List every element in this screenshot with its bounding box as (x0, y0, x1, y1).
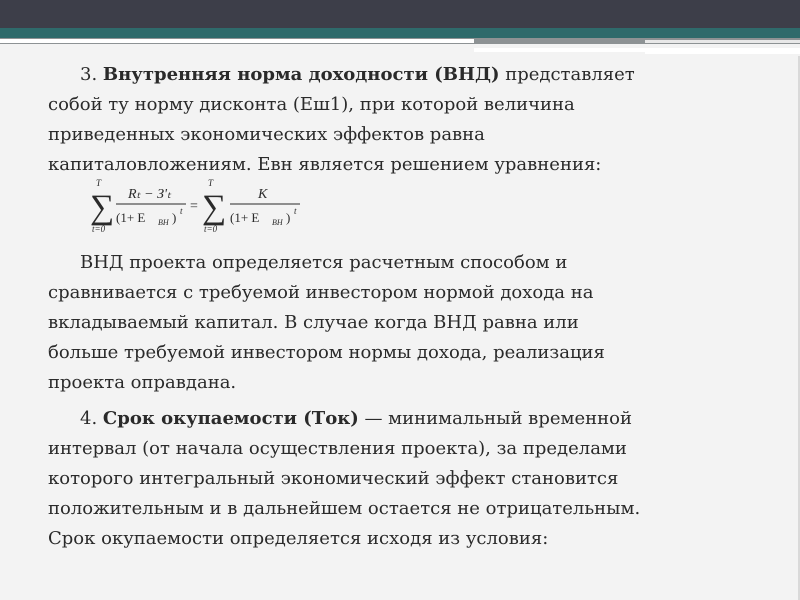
denominator-paren-right: ) (286, 210, 291, 225)
sum-lower-limit-right: t=0 (204, 224, 218, 234)
numerator-left: Rₜ − З'ₜ (128, 187, 172, 202)
paragraph-irr-method-line-2: сравнивается с требуемой инвестором нормой дохода на (48, 282, 594, 303)
term-payback: Срок окупаемости (Ток) (102, 408, 359, 429)
paragraph-payback-line-5: Срок окупаемости определяется исходя из условия: (48, 528, 549, 549)
slide-header-bar (0, 0, 800, 28)
item-number: 3. (80, 64, 98, 85)
equals-sign: = (190, 199, 198, 214)
paragraph-irr-line-1 (48, 60, 768, 90)
sum-sign-left: ∑ (90, 189, 115, 226)
denominator-paren-left: ) (172, 210, 177, 225)
paragraph-payback-line-4: положительным и в дальнейшем остается не отрицательным. (48, 498, 641, 519)
paragraph-irr-text: представляет (499, 64, 635, 85)
paragraph-irr-method-line-5: проекта оправдана. (48, 372, 237, 393)
paragraph-payback-line-1 (48, 404, 768, 434)
denominator-left: (1+ E (116, 210, 146, 225)
paragraph-irr-line-4: капиталовложениям. Евн является решением уравнения: (48, 154, 602, 175)
header-stripe-teal (0, 28, 800, 38)
numerator-right: K (258, 187, 268, 202)
denominator-subscript-right: ВН (272, 218, 283, 227)
header-stripe-white-right (645, 40, 800, 43)
item-number: 4. (80, 408, 98, 429)
sum-lower-limit-left: t=0 (92, 224, 106, 234)
paragraph-irr-line-2: собой ту норму дисконта (Еш1), при которой величина (48, 94, 575, 115)
sum-upper-limit-left: T (96, 178, 102, 188)
denominator-exponent-left: t (180, 206, 183, 216)
header-underline-2 (645, 52, 800, 54)
denominator-right: (1+ E (230, 210, 260, 225)
paragraph-irr-line-3: приведенных экономических эффектов равна (48, 124, 485, 145)
irr-equation (90, 180, 768, 248)
paragraph-payback (48, 404, 768, 554)
paragraph-irr-method-line-3: вкладываемый капитал. В случае когда ВНД равна или (48, 312, 579, 333)
paragraph-irr-method-line-4: больше требуемой инвестором нормы дохода, реализация (48, 342, 605, 363)
denominator-exponent-right: t (294, 206, 297, 216)
slide-content (48, 60, 768, 554)
paragraph-irr (48, 60, 768, 180)
denominator-subscript-left: ВН (158, 218, 169, 227)
sum-sign-right: ∑ (202, 189, 227, 226)
term-irr: Внутренняя норма доходности (ВНД) (102, 64, 500, 85)
header-stripe-white-left (0, 39, 474, 43)
paragraph-irr-method-line-1: ВНД проекта определяется расчетным способом и (80, 252, 568, 273)
paragraph-payback-line-3: которого интегральный экономический эффект становится (48, 468, 619, 489)
paragraph-irr-method (48, 248, 768, 398)
sum-upper-limit-right: T (208, 178, 214, 188)
paragraph-payback-text: — минимальный временной (358, 408, 632, 429)
paragraph-payback-line-2: интервал (от начала осуществления проекта), за пределами (48, 438, 627, 459)
